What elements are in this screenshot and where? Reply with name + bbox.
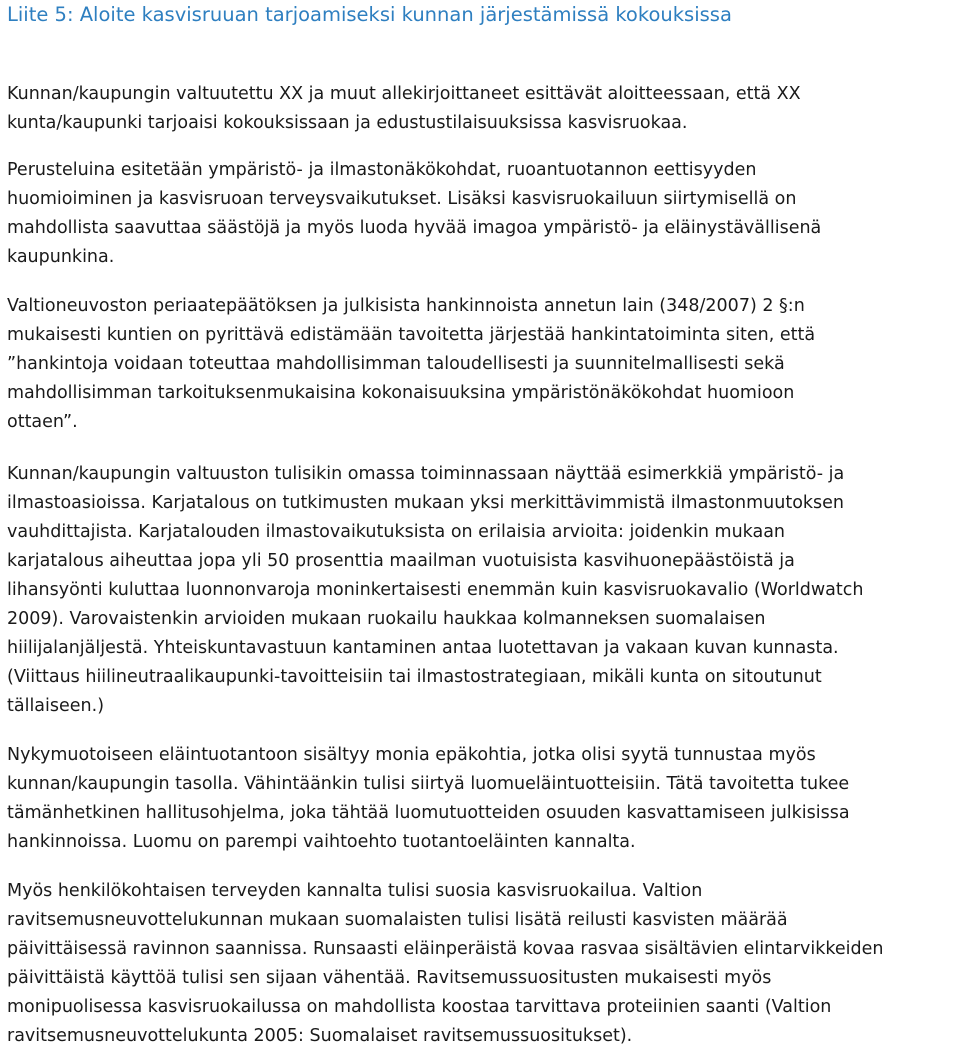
paragraph-line: Myös henkilökohtaisen terveyden kannalta tulisi suosia kasvisruokailua. Valtion xyxy=(7,881,703,901)
paragraph-climate xyxy=(7,460,863,721)
paragraph-animal-production xyxy=(7,741,850,857)
paragraph-line: hankinnoissa. Luomu on parempi vaihtoehto tuotantoeläinten kannalta. xyxy=(7,832,636,852)
paragraph-line: Kunnan/kaupungin valtuuston tulisikin omassa toiminnassaan näyttää esimerkkiä ympäristö- ja xyxy=(7,464,845,484)
paragraph-line: ilmastoasioissa. Karjatalous on tutkimusten mukaan yksi merkittävimmistä ilmastonmuutoksen xyxy=(7,493,845,513)
paragraph-line: monipuolisessa kasvisruokailussa on mahdollista koostaa tarvittava proteiinien saanti (Valtion xyxy=(7,997,832,1017)
paragraph-line: Valtioneuvoston periaatepäätöksen ja julkisista hankinnoista annetun lain (348/2007) 2 §:n xyxy=(7,296,805,316)
paragraph-line: ottaen”. xyxy=(7,412,78,432)
paragraph-line: Nykymuotoiseen eläintuotantoon sisältyy monia epäkohtia, jotka olisi syytä tunnustaa myös xyxy=(7,745,816,765)
paragraph-line: lihansyönti kuluttaa luonnonvaroja moninkertaisesti enemmän kuin kasvisruokavalio (Worldwatch xyxy=(7,580,864,600)
paragraph-line: Kunnan/kaupungin valtuutettu XX ja muut allekirjoittaneet esittävät aloitteessaan, että XX xyxy=(7,84,801,104)
paragraph-line: vauhdittajista. Karjatalouden ilmastovaikutuksista on erilaisia arvioita: joidenkin mukaan xyxy=(7,522,786,542)
paragraph-line: ravitsemusneuvottelukunta 2005: Suomalaiset ravitsemussuositukset). xyxy=(7,1026,633,1046)
paragraph-line: tällaiseen.) xyxy=(7,696,105,716)
paragraph-line: kunnan/kaupungin tasolla. Vähintäänkin tulisi siirtyä luomueläintuotteisiin. Tätä tavoitetta tukee xyxy=(7,774,850,794)
paragraph-line: mahdollista saavuttaa säästöjä ja myös luoda hyvää imagoa ympäristö- ja eläinystävällisenä xyxy=(7,218,822,238)
paragraph-line: Perusteluina esitetään ympäristö- ja ilmastonäkökohdat, ruoantuotannon eettisyyden xyxy=(7,160,757,180)
paragraph-line: mahdollisimman tarkoituksenmukaisina kokonaisuuksina ympäristönäkökohdat huomioon xyxy=(7,383,795,403)
paragraph-justification xyxy=(7,156,821,272)
paragraph-procurement-law xyxy=(7,292,815,437)
paragraph-line: mukaisesti kuntien on pyrittävä edistämään tavoitetta järjestää hankintatoiminta siten, että xyxy=(7,325,816,345)
paragraph-line: ”hankintoja voidaan toteuttaa mahdollisimman taloudellisesti ja suunnitelmallisesti sekä xyxy=(7,354,785,374)
paragraph-line: huomioiminen ja kasvisruoan terveysvaikutukset. Lisäksi kasvisruokailuun siirtymisellä on xyxy=(7,189,797,209)
paragraph-line: päivittäistä käyttöä tulisi sen sijaan vähentää. Ravitsemussuositusten mukaisesti myös xyxy=(7,968,772,988)
paragraph-health xyxy=(7,877,883,1051)
paragraph-line: (Viittaus hiilineutraalikaupunki-tavoitteisiin tai ilmastostrategiaan, mikäli kunta on sitoutunut xyxy=(7,667,822,687)
paragraph-line: kaupunkina. xyxy=(7,247,115,267)
paragraph-line: hiilijalanjäljestä. Yhteiskuntavastuun kantaminen antaa luotettavan ja vakaan kuvan kunnasta. xyxy=(7,638,839,658)
paragraph-line: kunta/kaupunki tarjoaisi kokouksissaan ja edustustilaisuuksissa kasvisruokaa. xyxy=(7,113,688,133)
paragraph-line: 2009). Varovaistenkin arvioiden mukaan ruokailu haukkaa kolmanneksen suomalaisen xyxy=(7,609,766,629)
paragraph-line: tämänhetkinen hallitusohjelma, joka tähtää luomutuotteiden osuuden kasvattamiseen julkisissa xyxy=(7,803,850,823)
paragraph-line: ravitsemusneuvottelukunnan mukaan suomalaisten tulisi lisätä reilusti kasvisten määrää xyxy=(7,910,788,930)
paragraph-line: karjatalous aiheuttaa jopa yli 50 prosenttia maailman vuotuisista kasvihuonepäästöistä ja xyxy=(7,551,795,571)
paragraph-initiative xyxy=(7,80,801,138)
document-title: Liite 5: Aloite kasvisruuan tarjoamiseksi kunnan järjestämissä kokouksissa xyxy=(7,3,732,26)
paragraph-line: päivittäisessä ravinnon saannissa. Runsaasti eläinperäistä kovaa rasvaa sisältävien elintarvikkeiden xyxy=(7,939,884,959)
